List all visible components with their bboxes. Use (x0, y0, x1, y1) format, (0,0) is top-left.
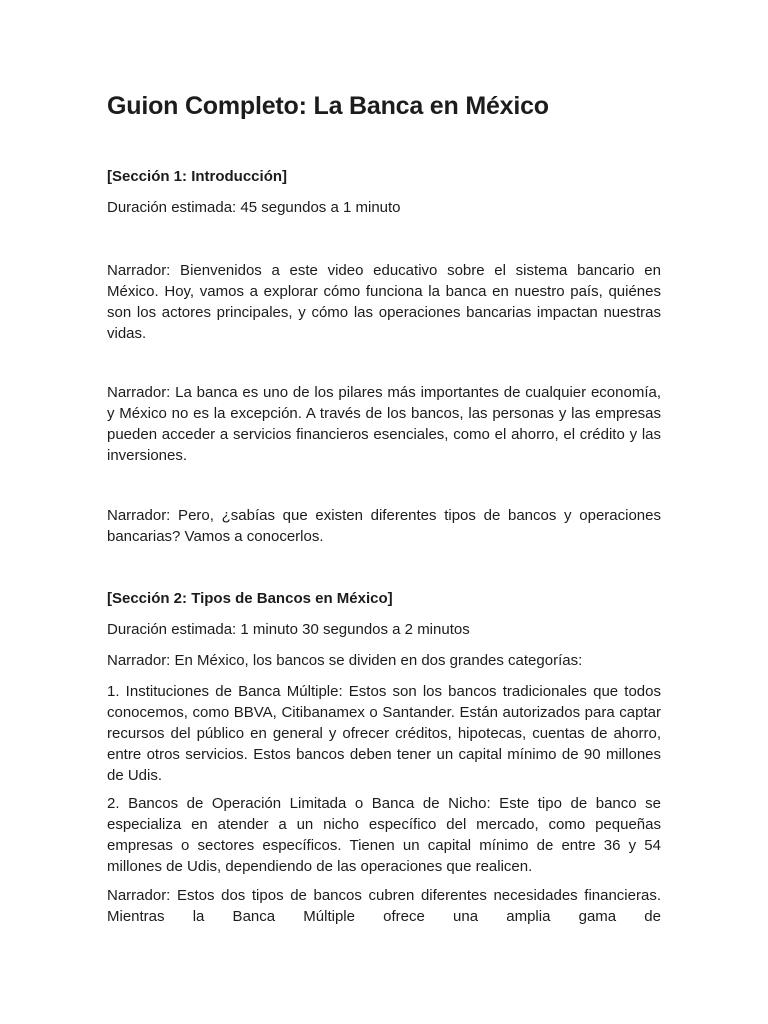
section-2-closing: Narrador: Estos dos tipos de bancos cubren diferentes necesidades financieras. Mientras la Banca Múltiple ofrece una amplia gama de (107, 887, 661, 925)
section-2-duration: Duración estimada: 1 minuto 30 segundos a 2 minutos (107, 621, 470, 638)
section-1-heading: [Sección 1: Introducción] (107, 168, 288, 185)
section-2-item-1: 1. Instituciones de Banca Múltiple: Estos son los bancos tradicionales que todos conocemos, como BBVA, Citibanamex o Santander. Están autorizados para captar recursos del público en general y ofrecer créditos, hipotecas, cuentas de ahorro, entre otros servicios. Estos bancos deben tener un capital mínimo de 90 millones de Udis. (107, 683, 661, 784)
document-title: Guion Completo: La Banca en México (107, 92, 549, 120)
section-1-duration: Duración estimada: 45 segundos a 1 minuto (107, 199, 401, 216)
section-2-intro: Narrador: En México, los bancos se dividen en dos grandes categorías: (107, 652, 583, 669)
section-1-paragraph-1: Narrador: Bienvenidos a este video educativo sobre el sistema bancario en México. Hoy, vamos a explorar cómo funciona la banca en nuestro país, quiénes son los actores principales, y cómo las operaciones bancarias impactan nuestras vidas. (107, 262, 661, 342)
section-1-paragraph-3: Narrador: Pero, ¿sabías que existen diferentes tipos de bancos y operaciones bancarias? Vamos a conocerlos. (107, 507, 661, 545)
section-2-heading: [Sección 2: Tipos de Bancos en México] (107, 590, 393, 607)
section-2-item-2: 2. Bancos de Operación Limitada o Banca de Nicho: Este tipo de banco se especializa en atender a un nicho específico del mercado, como pequeñas empresas o sectores específicos. Tienen un capital mínimo de entre 36 y 54 millones de Udis, dependiendo de las operaciones que realicen. (107, 795, 661, 875)
section-1-paragraph-2: Narrador: La banca es uno de los pilares más importantes de cualquier economía, y México no es la excepción. A través de los bancos, las personas y las empresas pueden acceder a servicios financieros esenciales, como el ahorro, el crédito y las inversiones. (107, 384, 661, 464)
